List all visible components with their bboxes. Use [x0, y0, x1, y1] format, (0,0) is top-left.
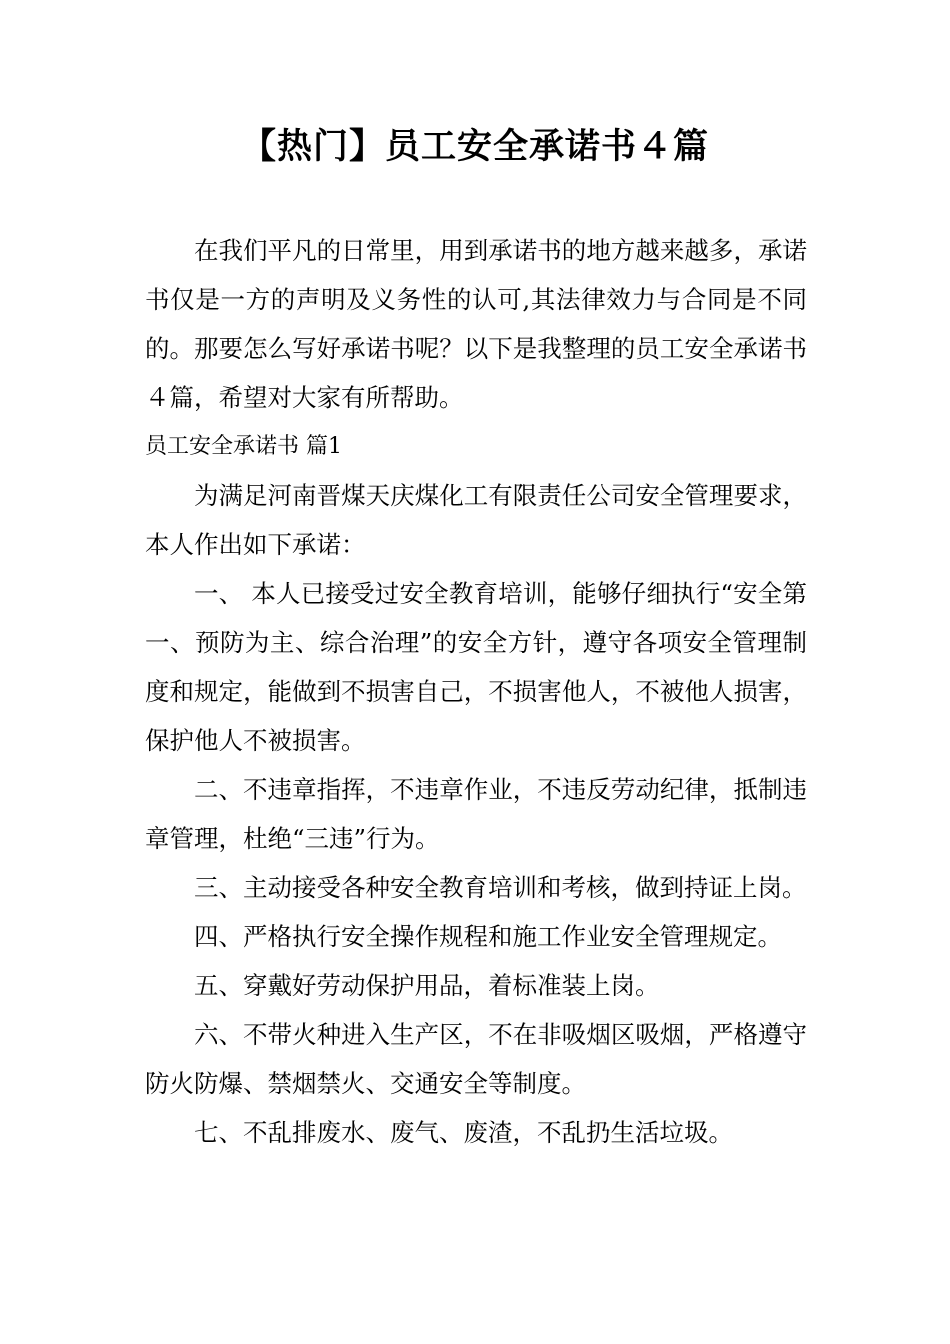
commitment-item-6: 六、不带火种进入生产区，不在非吸烟区吸烟，严格遵守防火防爆、禁烟禁火、交通安全等制度。	[145, 1020, 807, 1098]
commitment-item-4: 四、严格执行安全操作规程和施工作业安全管理规定。	[194, 922, 782, 951]
commitment-item-1: 一、 本人已接受过安全教育培训，能够仔细执行“安全第一、预防为主、综合治理”的安全方针，遵守各项安全管理制度和规定，能做到不损害自己，不损害他人，不被他人损害，保护他人不被损害。	[145, 579, 807, 755]
commitment-item-2: 二、不违章指挥，不违章作业，不违反劳动纪律，抵制违章管理，杜绝“三违”行为。	[145, 775, 807, 853]
document-body	[145, 226, 807, 1157]
intro-paragraph: 在我们平凡的日常里，用到承诺书的地方越来越多，承诺书仅是一方的声明及义务性的认可,其法律效力与合同是不同的。那要怎么写好承诺书呢？以下是我整理的员工安全承诺书４篇，希望对大家有所帮助。	[145, 236, 807, 412]
section-intro-paragraph: 为满足河南晋煤天庆煤化工有限责任公司安全管理要求，本人作出如下承诺：	[145, 481, 807, 559]
commitment-item-3: 三、主动接受各种安全教育培训和考核，做到持证上岗。	[194, 873, 807, 902]
document-title: 【热门】员工安全承诺书４篇	[240, 126, 709, 167]
commitment-item-7: 七、不乱排废水、废气、废渣，不乱扔生活垃圾。	[194, 1118, 733, 1147]
commitment-item-5: 五、穿戴好劳动保护用品，着标准装上岗。	[194, 971, 660, 1000]
section-heading: 员工安全承诺书 篇1	[145, 434, 342, 459]
